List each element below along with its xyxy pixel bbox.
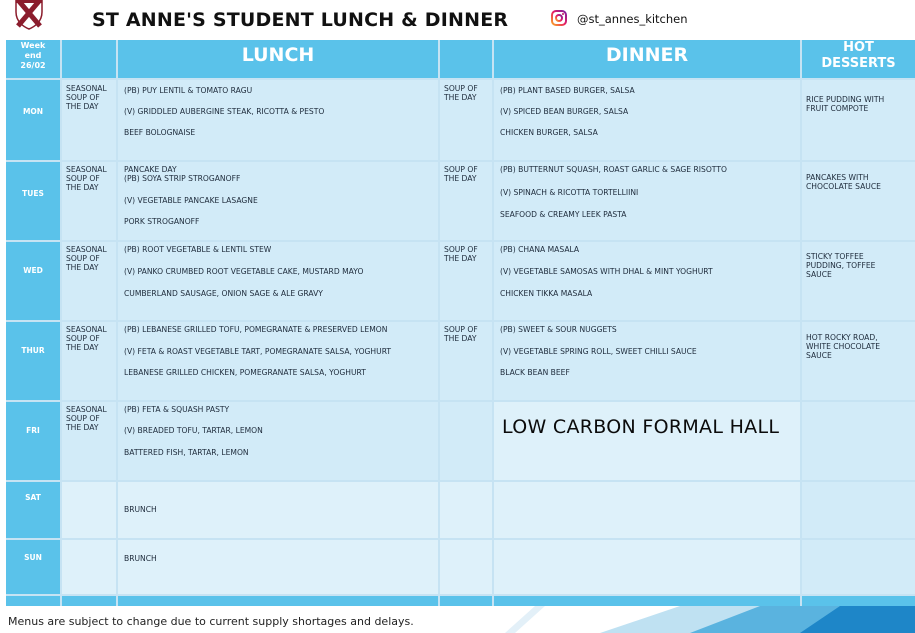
bottom-bar (6, 596, 60, 606)
lunch-item: (PB) ROOT VEGETABLE & LENTIL STEW (124, 245, 272, 254)
day-label-sun (6, 540, 60, 594)
lunch-item: BRUNCH (124, 505, 157, 514)
lunch-soup-cell (62, 482, 116, 538)
dinner-soup-cell: SOUP OF THE DAY (440, 242, 492, 320)
lunch-soup-cell: SEASONAL SOUP OF THE DAY (62, 402, 116, 480)
dinner-item: (PB) BUTTERNUT SQUASH, ROAST GARLIC & SAGE RISOTTO (500, 165, 727, 174)
lunch-item: BATTERED FISH, TARTAR, LEMON (124, 448, 249, 457)
day-name: TUES (22, 189, 44, 198)
lunch-item: LEBANESE GRILLED CHICKEN, POMEGRANATE SALSA, YOGHURT (124, 368, 366, 377)
lunch-soup-header (62, 40, 116, 78)
day-name: THUR (21, 346, 45, 355)
dinner-header (494, 40, 800, 78)
low-carbon-formal-hall: LOW CARBON FORMAL HALL (502, 416, 780, 438)
hot-desserts-label-line: DESSERTS (821, 56, 896, 71)
dinner-item: (V) SPINACH & RICOTTA TORTELLIINI (500, 188, 639, 197)
lunch-header (118, 40, 438, 78)
dinner-cell-sun (494, 540, 800, 594)
day-label-sat (6, 482, 60, 538)
college-crest-icon (14, 0, 44, 30)
lunch-cell-fri (118, 402, 438, 480)
dinner-header-label: DINNER (605, 44, 689, 66)
dinner-item: (PB) PLANT BASED BURGER, SALSA (500, 86, 635, 95)
dinner-soup-cell: SOUP OF THE DAY (440, 80, 492, 160)
week-label-line: Week (20, 41, 46, 50)
instagram-icon (551, 10, 567, 26)
dinner-item: (PB) SWEET & SOUR NUGGETS (500, 325, 617, 334)
footer-note: Menus are subject to change due to current supply shortages and delays. (8, 615, 414, 628)
lunch-item: PORK STROGANOFF (124, 217, 200, 226)
bottom-bar (62, 596, 116, 606)
bottom-bar (440, 596, 492, 606)
week-label-line: end (24, 51, 42, 60)
day-label-thur (6, 322, 60, 400)
lunch-item: (V) FETA & ROAST VEGETABLE TART, POMEGRANATE SALSA, YOGHURT (124, 347, 392, 356)
lunch-soup-cell (62, 540, 116, 594)
day-name: SAT (25, 493, 41, 502)
lunch-item: (PB) SOYA STRIP STROGANOFF (124, 174, 241, 183)
day-name: FRI (26, 426, 40, 435)
dessert-cell-sun (802, 540, 915, 594)
dinner-item: (V) VEGETABLE SAMOSAS WITH DHAL & MINT YOGHURT (500, 267, 713, 276)
day-label-wed (6, 242, 60, 320)
page-footer (0, 606, 915, 633)
lunch-item: (PB) FETA & SQUASH PASTY (124, 405, 230, 414)
dinner-item: SEAFOOD & CREAMY LEEK PASTA (500, 210, 627, 219)
dessert-cell-mon: RICE PUDDING WITH FRUIT COMPOTE (802, 80, 915, 160)
page-header (0, 0, 915, 40)
lunch-item: (PB) LEBANESE GRILLED TOFU, POMEGRANATE & PRESERVED LEMON (124, 325, 388, 334)
dessert-cell-wed: STICKY TOFFEE PUDDING, TOFFEE SAUCE (802, 242, 915, 320)
lunch-cell-mon (118, 80, 438, 160)
dinner-cell-fri (494, 402, 800, 480)
dessert-cell-tues: PANCAKES WITH CHOCOLATE SAUCE (802, 162, 915, 240)
page-title: ST ANNE'S STUDENT LUNCH & DINNER (92, 9, 509, 31)
dinner-soup-header (440, 40, 492, 78)
lunch-soup-cell: SEASONAL SOUP OF THE DAY (62, 322, 116, 400)
lunch-item: (V) GRIDDLED AUBERGINE STEAK, RICOTTA & PESTO (124, 107, 325, 116)
lunch-item: CUMBERLAND SAUSAGE, ONION SAGE & ALE GRAVY (124, 289, 323, 298)
lunch-header-label: LUNCH (241, 44, 315, 66)
dinner-cell-wed (494, 242, 800, 320)
dinner-soup-cell (440, 402, 492, 480)
lunch-cell-sun (118, 540, 438, 594)
day-name: SUN (24, 553, 42, 562)
dinner-item: (V) VEGETABLE SPRING ROLL, SWEET CHILLI SAUCE (500, 347, 697, 356)
dinner-soup-cell: SOUP OF THE DAY (440, 322, 492, 400)
lunch-cell-sat (118, 482, 438, 538)
dinner-soup-cell (440, 482, 492, 538)
dinner-cell-mon (494, 80, 800, 160)
lunch-item: BRUNCH (124, 554, 157, 563)
day-label-mon (6, 80, 60, 160)
dinner-soup-cell (440, 540, 492, 594)
dinner-item: (V) SPICED BEAN BURGER, SALSA (500, 107, 629, 116)
lunch-soup-cell: SEASONAL SOUP OF THE DAY (62, 162, 116, 240)
day-label-tues (6, 162, 60, 240)
dessert-cell-thur: HOT ROCKY ROAD, WHITE CHOCOLATE SAUCE (802, 322, 915, 400)
lunch-item: (V) BREADED TOFU, TARTAR, LEMON (124, 426, 263, 435)
dinner-item: CHICKEN TIKKA MASALA (500, 289, 593, 298)
lunch-cell-tues (118, 162, 438, 240)
hot-desserts-label-line: HOT (843, 40, 874, 55)
week-date: 26/02 (20, 61, 46, 70)
day-name: WED (23, 266, 43, 275)
week-ending-header (6, 40, 60, 78)
lunch-item: BEEF BOLOGNAISE (124, 128, 196, 137)
dessert-cell-fri (802, 402, 915, 480)
instagram-handle: @st_annes_kitchen (577, 12, 688, 26)
lunch-cell-wed (118, 242, 438, 320)
day-name: MON (22, 107, 44, 116)
bottom-bar (802, 596, 915, 606)
dinner-cell-thur (494, 322, 800, 400)
lunch-soup-cell: SEASONAL SOUP OF THE DAY (62, 80, 116, 160)
dinner-item: BLACK BEAN BEEF (500, 368, 570, 377)
dinner-item: CHICKEN BURGER, SALSA (500, 128, 598, 137)
lunch-item: (V) VEGETABLE PANCAKE LASAGNE (124, 196, 258, 205)
lunch-cell-thur (118, 322, 438, 400)
dinner-item: (PB) CHANA MASALA (500, 245, 580, 254)
menu-table (6, 40, 915, 606)
bottom-bar (118, 596, 438, 606)
day-label-fri (6, 402, 60, 480)
hot-desserts-header (802, 40, 915, 78)
instagram-badge[interactable] (545, 7, 709, 31)
lunch-item: (PB) PUY LENTIL & TOMATO RAGU (124, 86, 253, 95)
dinner-cell-tues (494, 162, 800, 240)
lunch-item: (V) PANKO CRUMBED ROOT VEGETABLE CAKE, MUSTARD MAYO (124, 267, 364, 276)
bottom-bar (494, 596, 800, 606)
dinner-cell-sat (494, 482, 800, 538)
dinner-soup-cell: SOUP OF THE DAY (440, 162, 492, 240)
lunch-soup-cell: SEASONAL SOUP OF THE DAY (62, 242, 116, 320)
pancake-day-label: PANCAKE DAY (124, 165, 177, 174)
dessert-cell-sat (802, 482, 915, 538)
